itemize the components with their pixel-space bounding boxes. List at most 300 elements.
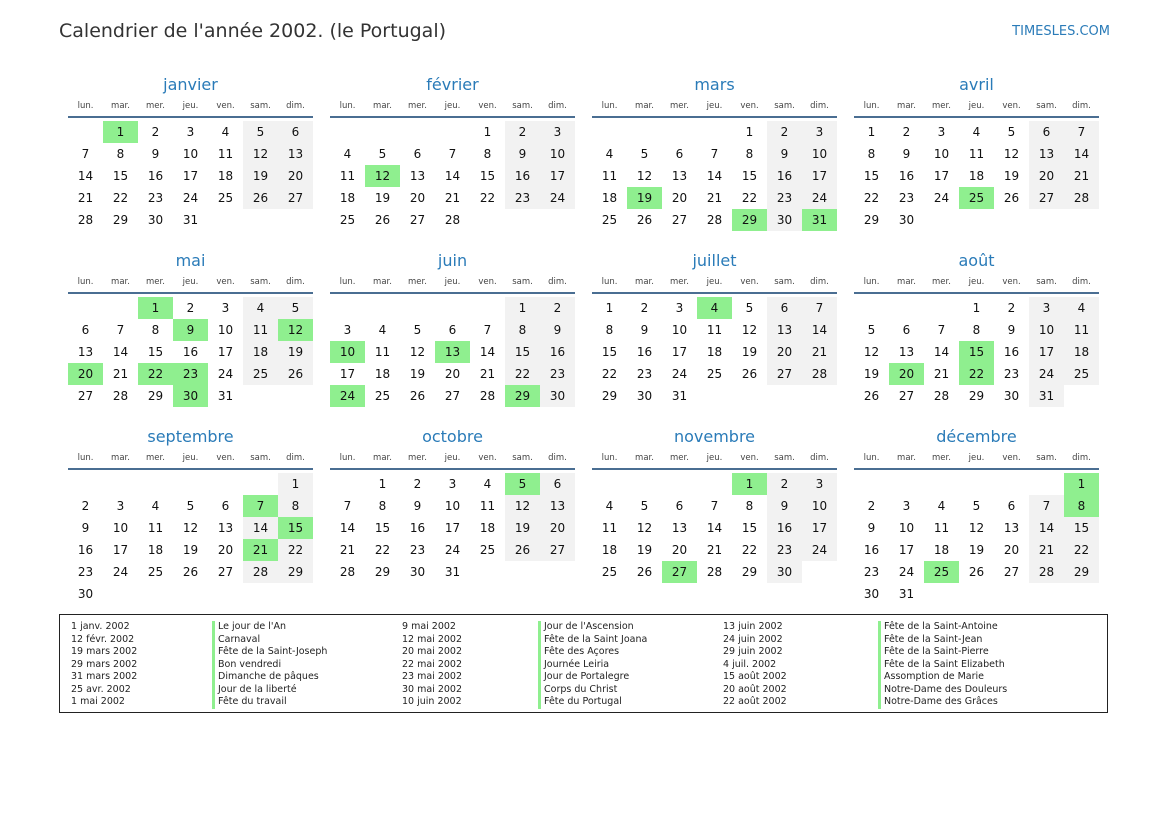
day-cell: 8 — [116, 147, 125, 161]
day-cell: 14 — [802, 319, 837, 341]
day-cell: 4 — [605, 499, 614, 513]
day-cell: 3 — [937, 125, 946, 139]
holiday-day-cell: 15 — [278, 517, 313, 539]
day-cell: 31 — [898, 587, 915, 601]
weekday-header — [68, 450, 313, 470]
weekday-label: ven. — [1002, 101, 1021, 111]
day-cell: 3 — [448, 477, 457, 491]
legend-holiday-name: Fête du travail — [212, 696, 327, 709]
weekday-label: lun. — [339, 453, 356, 463]
day-cell: 1 — [745, 125, 754, 139]
day-cell: 3 — [186, 125, 195, 139]
day-cell: 13 — [278, 143, 313, 165]
empty-cell — [592, 121, 627, 143]
day-cell: 2 — [540, 297, 575, 319]
empty-cell — [330, 297, 365, 319]
weekday-label: mar. — [373, 277, 392, 287]
day-cell: 1 — [605, 301, 614, 315]
holiday-day-cell: 30 — [173, 385, 208, 407]
empty-cell — [924, 473, 959, 495]
day-cell: 1 — [483, 125, 492, 139]
empty-cell — [470, 297, 505, 319]
day-cell: 25 — [601, 213, 618, 227]
weekday-label: ven. — [478, 453, 497, 463]
weekday-label: ven. — [216, 277, 235, 287]
weekday-label: mer. — [932, 101, 951, 111]
weekday-header — [592, 450, 837, 470]
day-cell: 27 — [540, 539, 575, 561]
day-cell: 8 — [505, 319, 540, 341]
day-cell: 11 — [601, 521, 618, 535]
day-cell: 14 — [706, 169, 723, 183]
day-cell: 17 — [182, 169, 199, 183]
day-cell: 18 — [479, 521, 496, 535]
empty-cell — [400, 297, 435, 319]
day-cell: 15 — [479, 169, 496, 183]
day-cell: 30 — [147, 213, 164, 227]
day-cell: 4 — [343, 147, 352, 161]
empty-cell — [854, 473, 889, 495]
day-cell: 11 — [479, 499, 496, 513]
month-name: avril — [959, 75, 994, 94]
weekday-label: sam. — [512, 101, 533, 111]
month-name: janvier — [163, 75, 218, 94]
day-cell: 9 — [505, 143, 540, 165]
day-cell: 12 — [741, 323, 758, 337]
day-cell: 7 — [710, 147, 719, 161]
weekday-label: mar. — [897, 101, 916, 111]
day-cell: 14 — [444, 169, 461, 183]
day-cell: 21 — [77, 191, 94, 205]
day-cell: 10 — [112, 521, 129, 535]
weekday-header — [854, 274, 1099, 294]
day-cell: 7 — [802, 297, 837, 319]
empty-cell — [662, 121, 697, 143]
legend-date: 30 mai 2002 — [402, 683, 463, 695]
day-cell: 28 — [802, 363, 837, 385]
day-cell: 30 — [863, 587, 880, 601]
day-cell: 6 — [902, 323, 911, 337]
day-cell: 27 — [767, 363, 802, 385]
day-cell: 6 — [540, 473, 575, 495]
day-cell: 22 — [479, 191, 496, 205]
day-cell: 14 — [706, 521, 723, 535]
weekday-label: lun. — [77, 101, 94, 111]
day-cell: 18 — [147, 543, 164, 557]
day-cell: 6 — [413, 147, 422, 161]
day-cell: 9 — [81, 521, 90, 535]
empty-cell — [662, 473, 697, 495]
weekday-label: dim. — [548, 453, 567, 463]
day-cell: 17 — [1029, 341, 1064, 363]
legend-date: 22 mai 2002 — [402, 658, 463, 670]
day-cell: 18 — [339, 191, 356, 205]
day-cell: 19 — [636, 543, 653, 557]
day-cell: 17 — [339, 367, 356, 381]
month-name: novembre — [673, 427, 756, 446]
month-2 — [592, 74, 837, 231]
day-cell: 18 — [968, 169, 985, 183]
day-cell: 9 — [540, 319, 575, 341]
day-cell: 31 — [671, 389, 688, 403]
legend-holiday-name: Fête de la Saint Joana — [538, 634, 647, 647]
weekday-label: mar. — [111, 453, 130, 463]
month-name: octobre — [422, 427, 483, 446]
weekday-label: mar. — [897, 277, 916, 287]
day-cell: 16 — [1003, 345, 1020, 359]
day-cell: 4 — [243, 297, 278, 319]
day-cell: 16 — [898, 169, 915, 183]
day-cell: 22 — [374, 543, 391, 557]
day-cell: 24 — [540, 187, 575, 209]
weekday-label: mar. — [635, 453, 654, 463]
day-cell: 24 — [1029, 363, 1064, 385]
day-cell: 28 — [1029, 561, 1064, 583]
day-cell: 26 — [409, 389, 426, 403]
weekday-label: dim. — [810, 101, 829, 111]
holiday-day-cell: 7 — [243, 495, 278, 517]
day-cell: 24 — [671, 367, 688, 381]
day-cell: 14 — [339, 521, 356, 535]
day-cell: 24 — [217, 367, 234, 381]
day-cell: 19 — [374, 191, 391, 205]
day-cell: 29 — [374, 565, 391, 579]
day-cell: 29 — [601, 389, 618, 403]
day-cell: 22 — [741, 191, 758, 205]
weekday-label: mar. — [111, 277, 130, 287]
day-cell: 8 — [483, 147, 492, 161]
holiday-day-cell: 15 — [959, 341, 994, 363]
day-cell: 12 — [968, 521, 985, 535]
day-cell: 20 — [767, 341, 802, 363]
day-cell: 10 — [802, 143, 837, 165]
weekday-header — [330, 450, 575, 470]
day-cell: 2 — [867, 499, 876, 513]
day-cell: 31 — [1029, 385, 1064, 407]
day-cell: 16 — [636, 345, 653, 359]
day-cell: 14 — [112, 345, 129, 359]
day-cell: 26 — [374, 213, 391, 227]
weekday-label: ven. — [1002, 453, 1021, 463]
day-cell: 4 — [605, 147, 614, 161]
weekday-label: sam. — [250, 453, 271, 463]
weekday-label: lun. — [77, 277, 94, 287]
day-cell: 11 — [339, 169, 356, 183]
legend-date: 31 mars 2002 — [71, 671, 138, 682]
day-cell: 8 — [867, 147, 876, 161]
day-cell: 16 — [767, 517, 802, 539]
month-1 — [330, 74, 575, 231]
weekday-label: jeu. — [182, 453, 199, 463]
day-cell: 11 — [933, 521, 950, 535]
weekday-label: jeu. — [968, 453, 985, 463]
day-cell: 14 — [243, 517, 278, 539]
day-cell: 6 — [1029, 121, 1064, 143]
day-cell: 4 — [221, 125, 230, 139]
holiday-day-cell: 1 — [1064, 473, 1099, 495]
day-cell: 7 — [1064, 121, 1099, 143]
day-cell: 24 — [898, 565, 915, 579]
day-cell: 29 — [1064, 561, 1099, 583]
day-cell: 23 — [863, 565, 880, 579]
day-cell: 14 — [77, 169, 94, 183]
day-cell: 20 — [217, 543, 234, 557]
day-cell: 23 — [505, 187, 540, 209]
month-10 — [592, 426, 837, 583]
day-cell: 15 — [741, 521, 758, 535]
day-cell: 19 — [243, 165, 278, 187]
day-grid — [854, 121, 1099, 231]
weekday-label: lun. — [339, 277, 356, 287]
empty-cell — [1029, 473, 1064, 495]
empty-cell — [400, 121, 435, 143]
weekday-label: ven. — [216, 101, 235, 111]
weekday-header — [854, 450, 1099, 470]
day-cell: 21 — [1064, 165, 1099, 187]
day-cell: 23 — [767, 187, 802, 209]
day-cell: 13 — [767, 319, 802, 341]
legend-name-column — [538, 621, 647, 709]
day-cell: 30 — [767, 561, 802, 583]
day-cell: 11 — [601, 169, 618, 183]
empty-cell — [103, 473, 138, 495]
day-cell: 3 — [540, 121, 575, 143]
day-cell: 7 — [448, 147, 457, 161]
month-8 — [68, 426, 313, 605]
legend-date: 29 mars 2002 — [71, 658, 138, 670]
day-cell: 13 — [671, 169, 688, 183]
legend-date-column — [402, 621, 462, 709]
weekday-label: lun. — [863, 277, 880, 287]
day-cell: 12 — [182, 521, 199, 535]
day-cell: 10 — [540, 143, 575, 165]
day-cell: 25 — [243, 363, 278, 385]
day-cell: 5 — [243, 121, 278, 143]
legend-holiday-name: Fête de la Saint-Joseph — [212, 646, 327, 659]
day-cell: 21 — [112, 367, 129, 381]
day-cell: 15 — [601, 345, 618, 359]
day-cell: 30 — [636, 389, 653, 403]
day-cell: 6 — [675, 147, 684, 161]
day-cell: 16 — [505, 165, 540, 187]
weekday-label: mer. — [146, 101, 165, 111]
legend-holiday-name: Journée Leiria — [538, 659, 647, 672]
day-cell: 25 — [601, 565, 618, 579]
day-cell: 21 — [479, 367, 496, 381]
day-cell: 27 — [77, 389, 94, 403]
day-cell: 14 — [1064, 143, 1099, 165]
day-cell: 3 — [802, 121, 837, 143]
brand-link[interactable]: TIMESLES.COM — [1012, 24, 1110, 39]
day-cell: 3 — [902, 499, 911, 513]
day-cell: 7 — [81, 147, 90, 161]
day-cell: 7 — [343, 499, 352, 513]
day-cell: 5 — [186, 499, 195, 513]
holiday-day-cell: 31 — [802, 209, 837, 231]
day-cell: 11 — [706, 323, 723, 337]
empty-cell — [959, 473, 994, 495]
legend-holiday-name: Fête de la Saint-Antoine — [878, 621, 1007, 634]
weekday-header — [68, 274, 313, 294]
month-6 — [592, 250, 837, 407]
empty-cell — [243, 473, 278, 495]
day-cell: 11 — [243, 319, 278, 341]
weekday-header — [68, 98, 313, 118]
month-name: décembre — [936, 427, 1017, 446]
holiday-day-cell: 19 — [627, 187, 662, 209]
weekday-label: lun. — [77, 453, 94, 463]
day-cell: 5 — [378, 147, 387, 161]
day-cell: 1 — [972, 301, 981, 315]
weekday-label: ven. — [478, 277, 497, 287]
empty-cell — [103, 297, 138, 319]
month-name: septembre — [147, 427, 234, 446]
holiday-day-cell: 1 — [103, 121, 138, 143]
weekday-label: jeu. — [444, 453, 461, 463]
day-cell: 23 — [898, 191, 915, 205]
holiday-legend — [59, 614, 1108, 713]
day-cell: 28 — [479, 389, 496, 403]
day-cell: 2 — [505, 121, 540, 143]
weekday-label: mar. — [373, 453, 392, 463]
day-cell: 10 — [182, 147, 199, 161]
weekday-label: jeu. — [182, 101, 199, 111]
weekday-label: dim. — [1072, 101, 1091, 111]
day-cell: 18 — [1064, 341, 1099, 363]
month-name: août — [958, 251, 995, 270]
day-cell: 29 — [147, 389, 164, 403]
day-cell: 28 — [112, 389, 129, 403]
legend-holiday-name: Fête de la Saint-Pierre — [878, 646, 1007, 659]
day-cell: 18 — [706, 345, 723, 359]
weekday-label: sam. — [774, 453, 795, 463]
day-cell: 6 — [767, 297, 802, 319]
day-cell: 25 — [706, 367, 723, 381]
day-cell: 10 — [802, 495, 837, 517]
holiday-day-cell: 12 — [365, 165, 400, 187]
day-cell: 15 — [147, 345, 164, 359]
legend-date: 9 mai 2002 — [402, 621, 456, 632]
holiday-day-cell: 1 — [732, 473, 767, 495]
weekday-label: sam. — [512, 277, 533, 287]
day-cell: 31 — [444, 565, 461, 579]
day-cell: 23 — [409, 543, 426, 557]
day-cell: 19 — [741, 345, 758, 359]
day-cell: 25 — [1064, 363, 1099, 385]
holiday-day-cell: 10 — [330, 341, 365, 363]
legend-holiday-name: Jour de Portalegre — [538, 671, 647, 684]
month-5 — [330, 250, 575, 407]
holiday-day-cell: 21 — [243, 539, 278, 561]
day-cell: 9 — [151, 147, 160, 161]
weekday-label: jeu. — [444, 277, 461, 287]
day-cell: 14 — [479, 345, 496, 359]
month-9 — [330, 426, 575, 583]
day-cell: 22 — [278, 539, 313, 561]
day-cell: 20 — [409, 191, 426, 205]
legend-date: 1 janv. 2002 — [71, 621, 130, 632]
day-cell: 12 — [636, 169, 653, 183]
day-cell: 12 — [863, 345, 880, 359]
month-7 — [854, 250, 1099, 407]
weekday-label: sam. — [774, 101, 795, 111]
day-cell: 26 — [1003, 191, 1020, 205]
day-cell: 13 — [1003, 521, 1020, 535]
day-cell: 26 — [636, 213, 653, 227]
day-cell: 26 — [243, 187, 278, 209]
day-cell: 23 — [147, 191, 164, 205]
day-grid — [330, 473, 575, 583]
month-name: juillet — [692, 251, 737, 270]
empty-cell — [330, 473, 365, 495]
legend-date: 15 août 2002 — [723, 671, 787, 682]
day-cell: 17 — [540, 165, 575, 187]
weekday-label: lun. — [863, 101, 880, 111]
day-cell: 7 — [937, 323, 946, 337]
day-cell: 15 — [112, 169, 129, 183]
day-cell: 31 — [182, 213, 199, 227]
day-cell: 16 — [863, 543, 880, 557]
holiday-day-cell: 1 — [138, 297, 173, 319]
month-4 — [68, 250, 313, 407]
day-cell: 25 — [374, 389, 391, 403]
weekday-label: mar. — [373, 101, 392, 111]
day-cell: 26 — [863, 389, 880, 403]
day-cell: 15 — [505, 341, 540, 363]
day-cell: 25 — [147, 565, 164, 579]
day-cell: 19 — [409, 367, 426, 381]
day-cell: 22 — [1064, 539, 1099, 561]
day-cell: 8 — [278, 495, 313, 517]
legend-holiday-name: Fête des Açores — [538, 646, 647, 659]
day-cell: 27 — [1003, 565, 1020, 579]
holiday-day-cell: 4 — [697, 297, 732, 319]
weekday-label: mer. — [670, 101, 689, 111]
holiday-day-cell: 25 — [959, 187, 994, 209]
day-cell: 27 — [217, 565, 234, 579]
day-cell: 24 — [444, 543, 461, 557]
empty-cell — [365, 297, 400, 319]
legend-holiday-name: Carnaval — [212, 634, 327, 647]
legend-holiday-name: Corps du Christ — [538, 684, 647, 697]
day-cell: 20 — [278, 165, 313, 187]
day-cell: 7 — [710, 499, 719, 513]
day-cell: 23 — [767, 539, 802, 561]
day-cell: 10 — [217, 323, 234, 337]
holiday-day-cell: 8 — [1064, 495, 1099, 517]
day-cell: 21 — [1029, 539, 1064, 561]
day-cell: 29 — [278, 561, 313, 583]
day-cell: 23 — [1003, 367, 1020, 381]
day-cell: 27 — [898, 389, 915, 403]
day-cell: 17 — [217, 345, 234, 359]
day-cell: 17 — [933, 169, 950, 183]
legend-date: 13 juin 2002 — [723, 621, 783, 632]
weekday-label: sam. — [1036, 277, 1057, 287]
weekday-label: jeu. — [182, 277, 199, 287]
day-cell: 21 — [706, 543, 723, 557]
day-cell: 20 — [671, 191, 688, 205]
weekday-label: dim. — [548, 277, 567, 287]
legend-holiday-name: Fête de la Saint-Jean — [878, 634, 1007, 647]
weekday-label: sam. — [250, 277, 271, 287]
day-grid — [68, 473, 313, 605]
day-cell: 24 — [182, 191, 199, 205]
day-cell: 3 — [221, 301, 230, 315]
day-grid — [854, 473, 1099, 605]
weekday-label: mar. — [111, 101, 130, 111]
day-cell: 23 — [77, 565, 94, 579]
